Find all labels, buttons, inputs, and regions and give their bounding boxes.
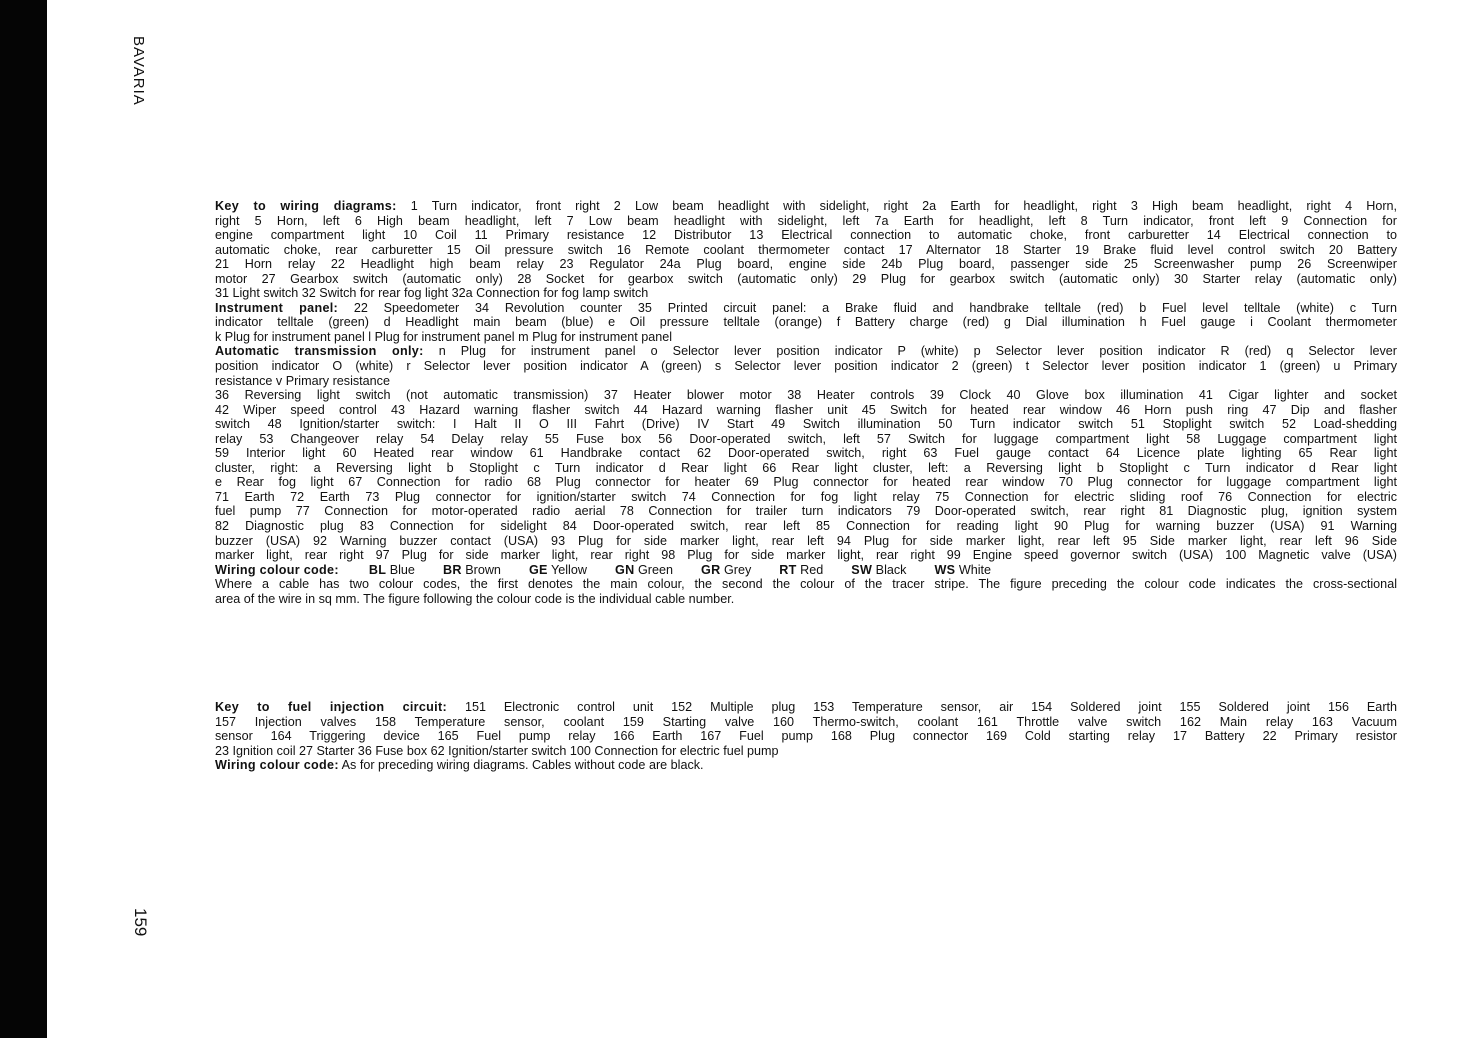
colour-name: Grey	[723, 562, 752, 577]
section-heading: Instrument panel:	[215, 300, 339, 315]
page-edge-black-strip	[0, 0, 47, 1038]
key-text: 22 Speedometer 34 Revolution counter 35 Printed circuit panel: a Brake fluid and handbrake telltale (red) b Fuel level telltale (white) c Turn	[353, 300, 1397, 315]
key-text: motor 27 Gearbox switch (automatic only) 28 Socket for gearbox switch (automatic only) 29 Plug for gearbox switch (automatic only) 30 Starter relay (automatic only)	[215, 271, 1397, 286]
key-line	[215, 359, 1397, 374]
colour-code: GR	[700, 562, 721, 577]
key-line	[215, 214, 1397, 229]
key-line	[215, 403, 1397, 418]
key-text: switch 48 Ignition/starter switch: I Halt II O III Fahrt (Drive) IV Start 49 Switch illumination 50 Turn indicator switch 51 Stoplight switch 52 Load-shedding	[215, 417, 1397, 432]
key-line	[215, 519, 1397, 534]
key-text: 42 Wiper speed control 43 Hazard warning flasher switch 44 Hazard warning flasher unit 45 Switch for heated rear window 46 Horn push ring 47 Dip and flasher	[215, 402, 1397, 417]
key-text: fuel pump 77 Connection for motor-operated radio aerial 78 Connection for trailer turn indicators 79 Door-operated switch, rear right 81 Diagnostic plug, ignition system	[215, 504, 1397, 519]
colour-name: White	[958, 562, 992, 577]
key-line	[215, 729, 1397, 744]
key-text: marker light, rear right 97 Plug for side marker light, rear right 98 Plug for side marker light, rear right 99 Engine speed governor switch (USA) 100 Magnetic valve (USA)	[215, 548, 1397, 563]
colour-code: GN	[614, 562, 635, 577]
colour-code-heading: Wiring colour code:	[215, 562, 339, 577]
key-line	[215, 432, 1397, 447]
key-text: 36 Reversing light switch (not automatic transmission) 37 Heater blower motor 38 Heater controls 39 Clock 40 Glove box illumination 41 Cigar lighter and socket	[215, 388, 1397, 403]
key-line	[215, 301, 1397, 316]
colour-code-text: As for preceding wiring diagrams. Cables without code are black.	[341, 758, 704, 773]
colour-note-line: area of the wire in sq mm. The figure following the colour code is the individual cable number.	[215, 591, 735, 606]
key-line	[215, 286, 1397, 301]
colour-note-line: Where a cable has two colour codes, the first denotes the main colour, the second the colour of the tracer stripe. The figure preceding the colour code indicates the cross-sectional	[215, 577, 1397, 592]
page-number: 159	[131, 908, 150, 937]
key-line	[215, 243, 1397, 258]
section-heading: Automatic transmission only:	[215, 344, 424, 359]
fuel-injection-key	[215, 700, 1397, 773]
key-line	[215, 257, 1397, 272]
key-text: n Plug for instrument panel o Selector lever position indicator P (white) p Selector lever position indicator R (red) q Selector lever	[438, 344, 1397, 359]
key-line	[215, 315, 1397, 330]
key-line	[215, 417, 1397, 432]
colour-name: Yellow	[551, 562, 587, 577]
key-text: 59 Interior light 60 Heated rear window 61 Handbrake contact 62 Door-operated switch, right 63 Fuel gauge contact 64 Licence plate lighting 65 Rear light	[215, 446, 1397, 461]
key-line	[215, 228, 1397, 243]
colour-name: Green	[637, 562, 673, 577]
side-title: BAVARIA	[130, 36, 147, 106]
section-heading: Key to fuel injection circuit:	[215, 700, 447, 714]
colour-name: Brown	[465, 562, 501, 577]
key-text: 82 Diagnostic plug 83 Connection for sidelight 84 Door-operated switch, rear left 85 Connection for reading light 90 Plug for warning buzzer (USA) 91 Warning	[215, 519, 1397, 534]
key-line	[215, 548, 1397, 563]
key-line	[215, 504, 1397, 519]
key-text: buzzer (USA) 92 Warning buzzer contact (USA) 93 Plug for side marker light, rear left 94 Plug for side marker light, rear left 95 Side marker light, rear left 96 Side	[215, 533, 1397, 548]
key-text: 21 Horn relay 22 Headlight high beam relay 23 Regulator 24a Plug board, engine side 24b Plug board, passenger side 25 Screenwasher pump 26 Screenwiper	[215, 257, 1397, 272]
key-text: right 5 Horn, left 6 High beam headlight, left 7 Low beam headlight with sidelight, left 7a Earth for headlight, left 8 Turn indicator, front left 9 Connection for	[215, 213, 1397, 228]
key-text: k Plug for instrument panel l Plug for instrument panel m Plug for instrument panel	[215, 329, 673, 344]
key-line	[215, 534, 1397, 549]
colour-code-line	[215, 563, 1397, 578]
colour-code: RT	[779, 562, 797, 577]
section-heading: Key to wiring diagrams:	[215, 199, 397, 213]
key-text: cluster, right: a Reversing light b Stoplight c Turn indicator d Rear light 66 Rear light cluster, left: a Reversing light b Stoplight c Turn indicator d Rear light	[215, 460, 1397, 475]
key-line	[215, 374, 1397, 389]
key-text: indicator telltale (green) d Headlight main beam (blue) e Oil pressure telltale (orange) f Battery charge (red) g Dial illumination h Fuel gauge i Coolant thermometer	[215, 315, 1397, 330]
key-line	[215, 475, 1397, 490]
colour-name: Black	[875, 562, 907, 577]
key-line	[215, 388, 1397, 403]
key-text: 1 Turn indicator, front right 2 Low beam headlight with sidelight, right 2a Earth for headlight, right 3 High beam headlight, right 4 Horn,	[410, 199, 1398, 213]
key-text: 151 Electronic control unit 152 Multiple plug 153 Temperature sensor, air 154 Soldered joint 155 Soldered joint 156 Earth	[464, 700, 1398, 714]
key-text: 31 Light switch 32 Switch for rear fog light 32a Connection for fog lamp switch	[215, 286, 649, 301]
key-line	[215, 272, 1397, 287]
wiring-diagram-key	[215, 199, 1397, 606]
key-text: 157 Injection valves 158 Temperature sensor, coolant 159 Starting valve 160 Thermo-switch, coolant 161 Throttle valve switch 162 Main relay 163 Vacuum	[215, 714, 1397, 729]
colour-code-heading: Wiring colour code:	[215, 758, 339, 773]
key-line	[215, 461, 1397, 476]
key-text: 71 Earth 72 Earth 73 Plug connector for ignition/starter switch 74 Connection for fog light relay 75 Connection for electric sliding roof 76 Connection for electric	[215, 489, 1397, 504]
key-line	[215, 330, 1397, 345]
key-text: 23 Ignition coil 27 Starter 36 Fuse box 62 Ignition/starter switch 100 Connection for electric fuel pump	[215, 743, 779, 758]
fuel-colour-code-line	[215, 758, 1397, 773]
colour-name: Blue	[389, 562, 415, 577]
key-text: engine compartment light 10 Coil 11 Primary resistance 12 Distributor 13 Electrical connection to automatic choke, front carburetter 14 Electrical connection to	[215, 228, 1397, 243]
key-line	[215, 199, 1397, 214]
key-text: sensor 164 Triggering device 165 Fuel pump relay 166 Earth 167 Fuel pump 168 Plug connector 169 Cold starting relay 17 Battery 22 Primary resistor	[215, 729, 1397, 744]
key-line	[215, 344, 1397, 359]
key-line	[215, 744, 1397, 759]
colour-code: BR	[442, 562, 462, 577]
key-text: relay 53 Changeover relay 54 Delay relay 55 Fuse box 56 Door-operated switch, left 57 Switch for luggage compartment light 58 Luggage compartment light	[215, 431, 1397, 446]
key-line	[215, 715, 1397, 730]
colour-code: WS	[934, 562, 956, 577]
colour-code: BL	[368, 562, 387, 577]
key-text: resistance v Primary resistance	[215, 373, 390, 388]
key-line	[215, 700, 1397, 715]
key-text: position indicator O (white) r Selector lever position indicator A (green) s Selector lever position indicator 2 (green) t Selector lever position indicator 1 (green) u Primary	[215, 359, 1397, 374]
key-text: automatic choke, rear carburetter 15 Oil pressure switch 16 Remote coolant thermometer contact 17 Alternator 18 Starter 19 Brake fluid level control switch 20 Battery	[215, 242, 1397, 257]
colour-code: GE	[528, 562, 548, 577]
colour-name: Red	[800, 562, 824, 577]
key-text: e Rear fog light 67 Connection for radio 68 Plug connector for heater 69 Plug connector for heated rear window 70 Plug connector for luggage compartment light	[215, 475, 1397, 490]
key-line	[215, 490, 1397, 505]
colour-code: SW	[851, 562, 873, 577]
key-line	[215, 446, 1397, 461]
